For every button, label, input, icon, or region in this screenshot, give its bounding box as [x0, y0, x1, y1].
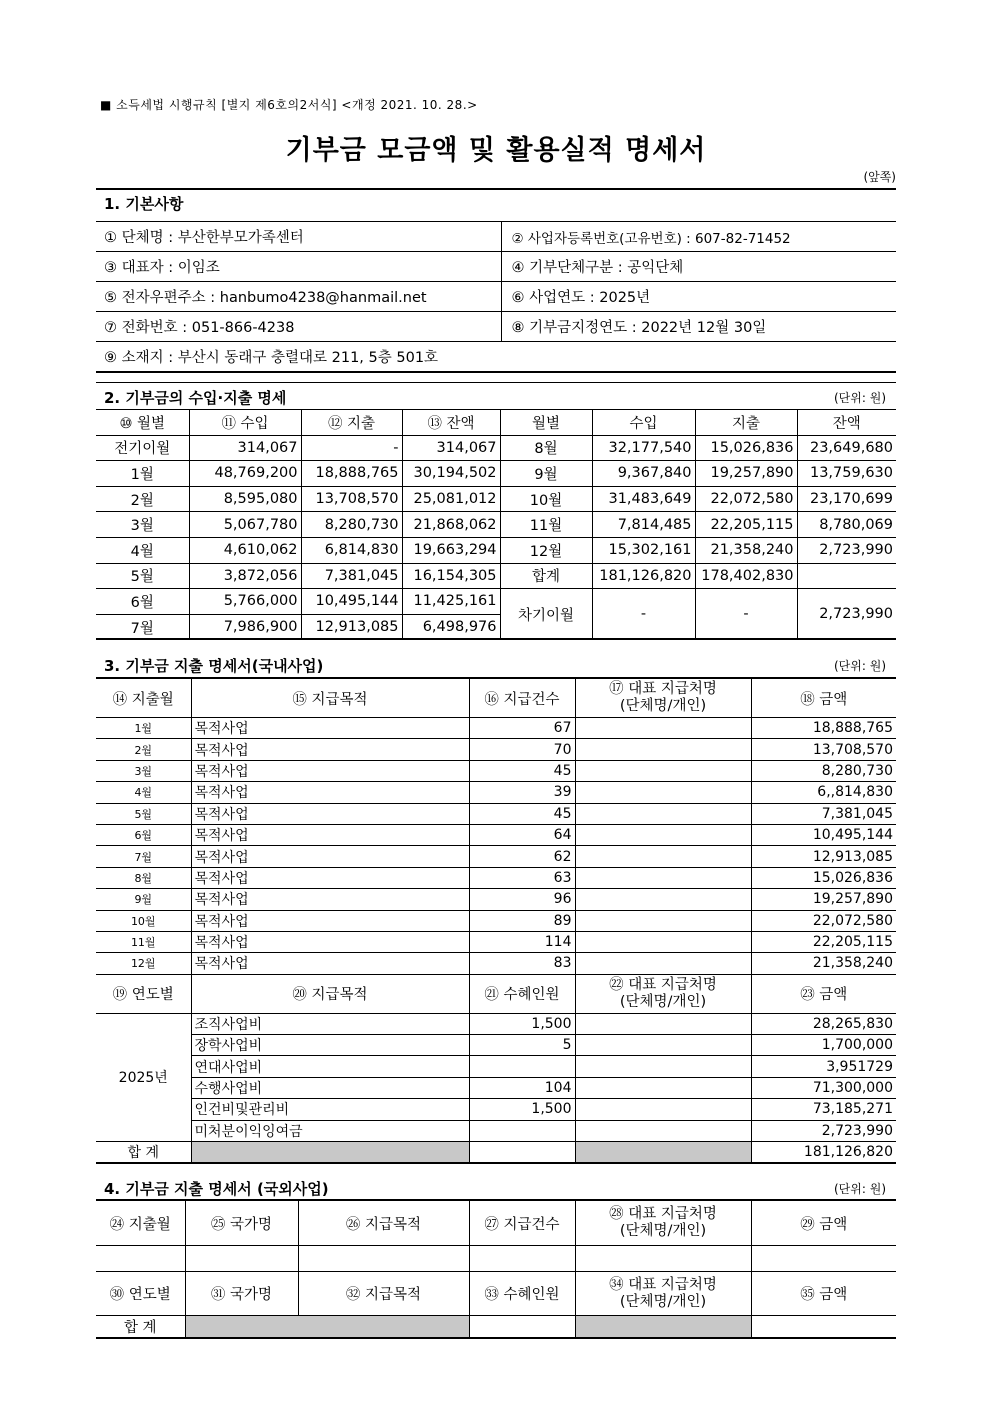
- section-1-title: 1. 기본사항: [104, 195, 184, 213]
- month-cell: 5월: [96, 803, 191, 824]
- section-rule: [96, 638, 896, 640]
- domestic-row: [96, 824, 896, 845]
- overseas-yearly-header-row: [96, 1272, 896, 1316]
- purpose-cell: 목적사업: [191, 953, 469, 974]
- count-cell: 70: [469, 739, 575, 760]
- income-cell: 3,872,056: [189, 563, 301, 589]
- overseas-expense-table: [96, 1200, 896, 1339]
- recipient-cell: [575, 1120, 751, 1141]
- domestic-row: [96, 867, 896, 888]
- amount-cell: 21,358,240: [751, 953, 896, 974]
- month-cell: 5월: [96, 563, 189, 589]
- shaded-cell: [185, 1316, 469, 1339]
- shaded-cell: [575, 1316, 751, 1339]
- domestic-row: [96, 782, 896, 803]
- purpose-cell: 목적사업: [191, 910, 469, 931]
- col-header: ⑪ 수입: [189, 410, 301, 436]
- recipient-cell: [575, 739, 751, 760]
- month-cell: 6월: [96, 589, 189, 615]
- income-row: [96, 512, 896, 538]
- col-header-line: ⑰ 대표 지급처명: [609, 681, 717, 697]
- amount-cell: 13,708,570: [751, 739, 896, 760]
- income-row: [96, 461, 896, 487]
- income-cell: 9,367,840: [592, 461, 695, 487]
- front-side-label: (앞쪽): [863, 170, 896, 184]
- income-cell: 7,814,485: [592, 512, 695, 538]
- purpose-cell: 인건비및관리비: [191, 1099, 469, 1120]
- income-cell: 15,302,161: [592, 537, 695, 563]
- amount-cell: 22,205,115: [751, 931, 896, 952]
- total-amount: 181,126,820: [751, 1142, 896, 1164]
- domestic-row: [96, 931, 896, 952]
- count-cell: 67: [469, 718, 575, 739]
- amount-cell: 3,951729: [751, 1056, 896, 1077]
- month-cell: 10월: [500, 486, 592, 512]
- section-rule: [96, 382, 896, 383]
- income-cell: 5,766,000: [189, 589, 301, 615]
- month-cell: 12월: [96, 953, 191, 974]
- month-cell: 1월: [96, 461, 189, 487]
- recipient-cell: [575, 953, 751, 974]
- balance-cell: 11,425,161: [402, 589, 500, 615]
- empty-cell: [185, 1246, 298, 1272]
- purpose-cell: 목적사업: [191, 867, 469, 888]
- expense-cell: 22,205,115: [695, 512, 797, 538]
- yearly-header-row: [96, 974, 896, 1013]
- col-header-line: (단체명/개인): [619, 1293, 707, 1310]
- section-3-title: 3. 기부금 지출 명세서(국내사업): [104, 657, 324, 675]
- purpose-cell: 연대사업비: [191, 1056, 469, 1077]
- col-header: ⑫ 지출: [301, 410, 402, 436]
- yearly-row: [96, 1035, 896, 1056]
- recipient-cell: [575, 1035, 751, 1056]
- expense-cell: 21,358,240: [695, 537, 797, 563]
- yearly-row: [96, 1077, 896, 1098]
- balance-cell: 8,780,069: [797, 512, 896, 538]
- month-cell: 3월: [96, 760, 191, 781]
- col-header: ㉙ 금액: [751, 1201, 896, 1246]
- expense-cell: 7,381,045: [301, 563, 402, 589]
- amount-cell: 6,,814,830: [751, 782, 896, 803]
- amount-cell: 18,888,765: [751, 718, 896, 739]
- balance-cell: 23,649,680: [797, 435, 896, 461]
- balance-cell: 30,194,502: [402, 461, 500, 487]
- purpose-cell: 목적사업: [191, 824, 469, 845]
- amount-cell: 10,495,144: [751, 824, 896, 845]
- yearly-row: [96, 1013, 896, 1034]
- month-cell: 11월: [500, 512, 592, 538]
- purpose-cell: 목적사업: [191, 739, 469, 760]
- income-cell: 8,595,080: [189, 486, 301, 512]
- col-header: ⑮ 지급목적: [191, 679, 469, 718]
- balance-cell: 23,170,699: [797, 486, 896, 512]
- expense-cell: 18,888,765: [301, 461, 402, 487]
- yearly-row: [96, 1099, 896, 1120]
- col-header-line: (단체명/개인): [619, 698, 707, 714]
- domestic-row: [96, 846, 896, 867]
- domestic-expense-table: [96, 678, 896, 1164]
- phone-number: ⑦ 전화번호 : 051-866-4238: [96, 312, 501, 342]
- domestic-row: [96, 739, 896, 760]
- beneficiary-cell: 1,500: [469, 1013, 575, 1034]
- income-row: [96, 563, 896, 589]
- recipient-cell: [575, 1013, 751, 1034]
- yearly-row: [96, 1120, 896, 1141]
- domestic-row: [96, 760, 896, 781]
- yearly-row: [96, 1056, 896, 1077]
- amount-cell: 28,265,830: [751, 1013, 896, 1034]
- unit-label: (단위: 원): [834, 659, 886, 673]
- org-type: ④ 기부단체구분 : 공익단체: [501, 252, 896, 282]
- col-header: ㉜ 지급목적: [298, 1272, 469, 1316]
- total-label: 합 계: [96, 1316, 185, 1339]
- count-cell: 64: [469, 824, 575, 845]
- balance-cell: 25,081,012: [402, 486, 500, 512]
- balance-cell: 314,067: [402, 435, 500, 461]
- col-header: ㉓ 금액: [751, 974, 896, 1013]
- section-2-title: 2. 기부금의 수입·지출 명세: [104, 389, 287, 407]
- col-header: ㉕ 국가명: [185, 1201, 298, 1246]
- purpose-cell: 목적사업: [191, 782, 469, 803]
- shaded-cell: [191, 1142, 469, 1164]
- col-header: ㉖ 지급목적: [298, 1201, 469, 1246]
- balance-cell: 16,154,305: [402, 563, 500, 589]
- recipient-cell: [575, 782, 751, 803]
- month-cell: 12월: [500, 537, 592, 563]
- domestic-row: [96, 953, 896, 974]
- expense-cell: 12,913,085: [301, 614, 402, 640]
- amount-cell: 19,257,890: [751, 889, 896, 910]
- col-header: ⑱ 금액: [751, 679, 896, 718]
- business-number: ② 사업자등록번호(고유번호) : 607-82-71452: [501, 222, 896, 252]
- col-header: 잔액: [797, 410, 896, 436]
- month-cell: 1월: [96, 718, 191, 739]
- recipient-cell: [575, 824, 751, 845]
- col-header-line: ㉘ 대표 지급처명: [609, 1206, 717, 1222]
- purpose-cell: 미처분이익잉여금: [191, 1120, 469, 1141]
- month-cell: 2월: [96, 486, 189, 512]
- recipient-cell: [575, 931, 751, 952]
- recipient-cell: [575, 867, 751, 888]
- expense-cell: 22,072,580: [695, 486, 797, 512]
- unit-label: (단위: 원): [834, 391, 886, 405]
- purpose-cell: 목적사업: [191, 931, 469, 952]
- empty-cell: [469, 1246, 575, 1272]
- income-cell: 7,986,900: [189, 614, 301, 640]
- purpose-cell: 장학사업비: [191, 1035, 469, 1056]
- balance-cell: 21,868,062: [402, 512, 500, 538]
- income-expense-table: [96, 409, 896, 640]
- purpose-cell: 수행사업비: [191, 1077, 469, 1098]
- col-header: 수입: [592, 410, 695, 436]
- purpose-cell: 조직사업비: [191, 1013, 469, 1034]
- beneficiary-cell: [469, 1120, 575, 1141]
- count-cell: 114: [469, 931, 575, 952]
- col-header: ㉝ 수혜인원: [469, 1272, 575, 1316]
- income-row: [96, 435, 896, 461]
- empty-cell: [469, 1316, 575, 1339]
- expense-cell: 15,026,836: [695, 435, 797, 461]
- col-header: ㉔ 지출월: [96, 1201, 185, 1246]
- empty-cell: [575, 1246, 751, 1272]
- count-cell: 39: [469, 782, 575, 803]
- beneficiary-cell: 1,500: [469, 1099, 575, 1120]
- domestic-row: [96, 889, 896, 910]
- col-header: ㉛ 국가명: [185, 1272, 298, 1316]
- income-cell: 32,177,540: [592, 435, 695, 461]
- count-cell: 96: [469, 889, 575, 910]
- address: ⑨ 소재지 : 부산시 동래구 충렬대로 211, 5층 501호: [96, 342, 896, 373]
- col-header-line: ㉞ 대표 지급처명: [609, 1276, 717, 1293]
- col-header: ㉗ 지급건수: [469, 1201, 575, 1246]
- recipient-cell: [575, 889, 751, 910]
- income-cell: 48,769,200: [189, 461, 301, 487]
- domestic-total-row: [96, 1142, 896, 1164]
- amount-cell: 73,185,271: [751, 1099, 896, 1120]
- carry-forward-income: -: [592, 589, 695, 640]
- count-cell: 63: [469, 867, 575, 888]
- income-row: [96, 589, 896, 615]
- month-cell: 10월: [96, 910, 191, 931]
- income-cell: 314,067: [189, 435, 301, 461]
- org-name: ① 단체명 : 부산한부모가족센터: [96, 222, 501, 252]
- count-cell: 62: [469, 846, 575, 867]
- section-rule: [96, 188, 896, 190]
- col-header: ⑭ 지출월: [96, 679, 191, 718]
- recipient-cell: [575, 760, 751, 781]
- year-cell: 2025년: [96, 1013, 191, 1141]
- col-header: [575, 679, 751, 718]
- purpose-cell: 목적사업: [191, 718, 469, 739]
- amount-cell: 1,700,000: [751, 1035, 896, 1056]
- income-row: [96, 537, 896, 563]
- recipient-cell: [575, 1056, 751, 1077]
- amount-cell: 15,026,836: [751, 867, 896, 888]
- empty-cell: [469, 1142, 575, 1164]
- col-header: 월별: [500, 410, 592, 436]
- carry-forward-label: 차기이월: [500, 589, 592, 640]
- col-header: ⑬ 잔액: [402, 410, 500, 436]
- month-cell: 8월: [96, 867, 191, 888]
- count-cell: 45: [469, 803, 575, 824]
- balance-cell: 13,759,630: [797, 461, 896, 487]
- month-cell: 11월: [96, 931, 191, 952]
- carry-forward-balance: 2,723,990: [797, 589, 896, 640]
- col-header-line: ㉒ 대표 지급처명: [609, 976, 717, 993]
- purpose-cell: 목적사업: [191, 803, 469, 824]
- col-header-line: (단체명/개인): [619, 993, 707, 1010]
- total-label: 합 계: [96, 1142, 191, 1164]
- designation-year: ⑧ 기부금지정연도 : 2022년 12월 30일: [501, 312, 896, 342]
- representative: ③ 대표자 : 이임조: [96, 252, 501, 282]
- unit-label: (단위: 원): [834, 1182, 886, 1196]
- domestic-header-row: [96, 679, 896, 718]
- income-header-row: [96, 410, 896, 436]
- empty-cell: [298, 1246, 469, 1272]
- email-address: ⑤ 전자우편주소 : hanbumo4238@hanmail.net: [96, 282, 501, 312]
- month-cell: 2월: [96, 739, 191, 760]
- amount-cell: 8,280,730: [751, 760, 896, 781]
- overseas-total-row: [96, 1316, 896, 1339]
- month-cell: 9월: [96, 889, 191, 910]
- expense-cell: -: [301, 435, 402, 461]
- col-header: ㉚ 연도별: [96, 1272, 185, 1316]
- income-total: 181,126,820: [592, 563, 695, 589]
- count-cell: 83: [469, 953, 575, 974]
- expense-cell: 13,708,570: [301, 486, 402, 512]
- empty-cell: [751, 1316, 896, 1339]
- expense-cell: 6,814,830: [301, 537, 402, 563]
- amount-cell: 7,381,045: [751, 803, 896, 824]
- col-header: ㉑ 수혜인원: [469, 974, 575, 1013]
- recipient-cell: [575, 803, 751, 824]
- month-cell: 7월: [96, 846, 191, 867]
- col-header: ⑩ 월별: [96, 410, 189, 436]
- purpose-cell: 목적사업: [191, 760, 469, 781]
- recipient-cell: [575, 846, 751, 867]
- overseas-header-row: [96, 1201, 896, 1246]
- beneficiary-cell: 104: [469, 1077, 575, 1098]
- amount-cell: 71,300,000: [751, 1077, 896, 1098]
- col-header: 지출: [695, 410, 797, 436]
- income-cell: 4,610,062: [189, 537, 301, 563]
- expense-cell: 19,257,890: [695, 461, 797, 487]
- recipient-cell: [575, 910, 751, 931]
- balance-cell: 2,723,990: [797, 537, 896, 563]
- amount-cell: 12,913,085: [751, 846, 896, 867]
- domestic-row: [96, 803, 896, 824]
- balance-cell: 6,498,976: [402, 614, 500, 640]
- domestic-row: [96, 718, 896, 739]
- regulation-reference: ■ 소득세법 시행규칙 [별지 제6호의2서식] <개정 2021. 10. 28.>: [100, 98, 478, 112]
- beneficiary-cell: [469, 1056, 575, 1077]
- domestic-row: [96, 910, 896, 931]
- purpose-cell: 목적사업: [191, 889, 469, 910]
- recipient-cell: [575, 1099, 751, 1120]
- month-cell: 8월: [500, 435, 592, 461]
- purpose-cell: 목적사업: [191, 846, 469, 867]
- document-title: 기부금 모금액 및 활용실적 명세서: [285, 135, 707, 166]
- balance-cell: 19,663,294: [402, 537, 500, 563]
- col-header-line: (단체명/개인): [619, 1223, 707, 1239]
- basic-info-table: [96, 222, 896, 373]
- balance-total: [797, 563, 896, 589]
- month-cell: 6월: [96, 824, 191, 845]
- income-cell: 31,483,649: [592, 486, 695, 512]
- col-header: ⑯ 지급건수: [469, 679, 575, 718]
- expense-cell: 10,495,144: [301, 589, 402, 615]
- empty-cell: [96, 1246, 185, 1272]
- count-cell: 45: [469, 760, 575, 781]
- section-4-title: 4. 기부금 지출 명세서 (국외사업): [104, 1180, 329, 1198]
- carry-forward-expense: -: [695, 589, 797, 640]
- expense-total: 178,402,830: [695, 563, 797, 589]
- shaded-cell: [575, 1142, 751, 1164]
- col-header: [575, 1272, 751, 1316]
- total-label: 합계: [500, 563, 592, 589]
- amount-cell: 22,072,580: [751, 910, 896, 931]
- income-row: [96, 486, 896, 512]
- month-cell: 7월: [96, 614, 189, 640]
- business-year: ⑥ 사업연도 : 2025년: [501, 282, 896, 312]
- recipient-cell: [575, 718, 751, 739]
- month-cell: 9월: [500, 461, 592, 487]
- col-header: ㉟ 금액: [751, 1272, 896, 1316]
- month-cell: 3월: [96, 512, 189, 538]
- month-cell: 4월: [96, 782, 191, 803]
- month-cell: 전기이월: [96, 435, 189, 461]
- col-header: [575, 974, 751, 1013]
- beneficiary-cell: 5: [469, 1035, 575, 1056]
- month-cell: 4월: [96, 537, 189, 563]
- expense-cell: 8,280,730: [301, 512, 402, 538]
- recipient-cell: [575, 1077, 751, 1098]
- col-header: [575, 1201, 751, 1246]
- col-header: ⑳ 지급목적: [191, 974, 469, 1013]
- overseas-blank-row: [96, 1246, 896, 1272]
- count-cell: 89: [469, 910, 575, 931]
- amount-cell: 2,723,990: [751, 1120, 896, 1141]
- empty-cell: [751, 1246, 896, 1272]
- income-cell: 5,067,780: [189, 512, 301, 538]
- col-header: ⑲ 연도별: [96, 974, 191, 1013]
